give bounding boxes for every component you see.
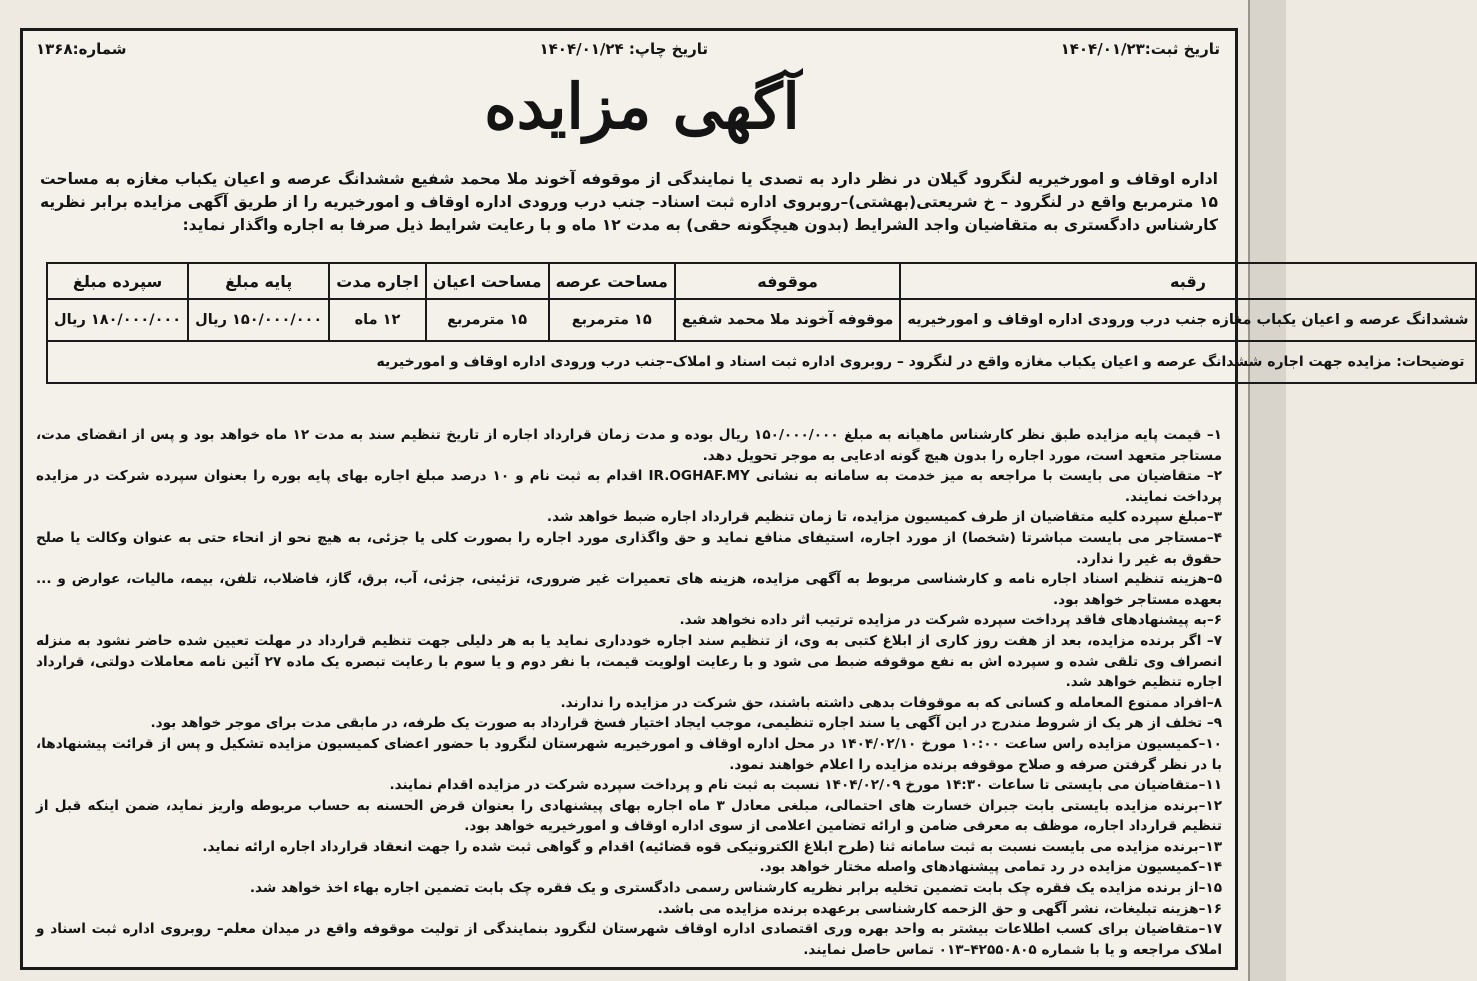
term-item: ۱۱–متقاضیان می بایستی تا ساعات ۱۴:۳۰ مورخ ۱۴۰۴/۰۲/۰۹ نسبت به ثبت نام و پرداخت سپرده شرکت در مزایده اقدام نمایند. bbox=[389, 777, 1222, 794]
notice-header bbox=[30, 38, 1228, 64]
term-item: ۱۴–کمیسیون مزایده در رد تمامی پیشنهادهای واصله مختار خواهد بود. bbox=[759, 859, 1222, 876]
print-date: تاریخ چاپ: ۱۴۰۴/۰۱/۲۴ bbox=[539, 40, 708, 58]
cell-endowment: موقوفه آخوند ملا محمد شفیع bbox=[675, 299, 901, 341]
header-endowment: موقوفه bbox=[675, 263, 901, 299]
term-item: ۱۷–متقاضیان برای کسب اطلاعات بیشتر به واحد بهره وری اقتصادی اداره اوقاف شهرستان لنگرود بنمایندگی از تولیت موقوفه واقع در میدان معلم– روبروی اداره ثبت اسناد و املاک مراجعه و یا با شماره ۴۲۵۵۰۸۰۵–۰۱۳ تماس حاصل نمایند. bbox=[36, 921, 1222, 958]
cell-deposit: ۱۸۰/۰۰۰/۰۰۰ ریال bbox=[47, 299, 188, 341]
term-item: ۱۳–برنده مزایده می بایست نسبت به ثبت سامانه ثنا (طرح ابلاغ الکترونیکی قوه قضائیه) اقدام و گواهی ثبت شده را جهت انعقاد قرارداد اجاره ارائه نماید. bbox=[202, 838, 1222, 855]
notice-number: شماره:۱۳۶۸ bbox=[36, 40, 127, 58]
term-item: ۱۰–کمیسیون مزایده راس ساعت ۱۰:۰۰ مورخ ۱۴۰۴/۰۲/۱۰ در محل اداره اوقاف و امورخیریه شهرستان لنگرود با حضور اعضای کمیسیون مزایده تشکیل و پس از قرائت پیشنهادها، با در نظر گرفتن صرفه و صلاح موقوفه برنده مزایده را اعلام خواهند نمود. bbox=[36, 735, 1222, 773]
header-building-area: مساحت اعیان bbox=[426, 263, 549, 299]
table-header-row bbox=[47, 263, 1476, 299]
header-land-area: مساحت عرصه bbox=[549, 263, 675, 299]
table-note: توضیحات: مزایده جهت اجاره ششدانگ عرصه و اعیان یکباب مغازه واقع در لنگرود – روبروی اداره ثبت اسناد و املاک–جنب درب ورودی اداره اوقاف و امورخیریه bbox=[47, 341, 1476, 383]
table-note-row bbox=[47, 341, 1476, 383]
cell-base-price: ۱۵۰/۰۰۰/۰۰۰ ریال bbox=[188, 299, 329, 341]
term-item: ۱۶–هزینه تبلیغات، نشر آگهی و حق الزحمه کارشناسی برعهده برنده مزایده می باشد. bbox=[657, 900, 1222, 917]
term-item: ۱۵–از برنده مزایده یک فقره چک بابت تضمین تخلیه برابر نظریه کارشناس رسمی دادگستری و یک فقره چک بابت تضمین اجاره بهاء اخذ خواهد شد. bbox=[249, 880, 1222, 897]
header-base-price: پایه مبلغ bbox=[188, 263, 329, 299]
adjacent-column-edge bbox=[1248, 0, 1286, 981]
intro-paragraph: اداره اوقاف و امورخیریه لنگرود گیلان در نظر دارد به تصدی یا نمایندگی از موقوفه آخوند ملا محمد شفیع ششدانگ عرصه و اعیان یکباب مغازه به مساحت ۱۵ مترمربع واقع در لنگرود – خ شریعتی(بهشتی)–روبروی اداره ثبت اسناد– جنب درب ورودی اداره اوقاف و امورخیریه را از طریق آگهی مزایده برابر نظریه کارشناس دادگستری به متقاضیان واجد الشرایط (بدون هیچگونه حقی) به مدت ۱۲ ماه و با رعایت شرایط ذیل صرفا به اجاره واگذار نماید: bbox=[40, 170, 1218, 234]
header-lease-term: اجاره مدت bbox=[329, 263, 425, 299]
term-item: ۶–به پیشنهادهای فاقد پرداخت سپرده شرکت در مزایده ترتیب اثر داده نخواهد شد. bbox=[679, 612, 1222, 629]
registration-date: تاریخ ثبت:۱۴۰۴/۰۱/۲۳ bbox=[1060, 40, 1220, 58]
cell-building-area: ۱۵ مترمربع bbox=[426, 299, 549, 341]
notice-title: آگهی مزایده bbox=[484, 70, 800, 143]
header-deposit: سپرده مبلغ bbox=[47, 263, 188, 299]
auction-table bbox=[46, 262, 1477, 384]
cell-lease-term: ۱۲ ماه bbox=[329, 299, 425, 341]
term-item: ۲– متقاضیان می بایست با مراجعه به میز خدمت به سامانه به نشانی IR.OGHAF.MY اقدام به ثبت نام و ۱۰ درصد مبلغ اجاره بهای پایه بوره را بعنوان سپرده شرکت در مزایده پرداخت نمایند. bbox=[36, 468, 1222, 505]
term-item: ۷– اگر برنده مزایده، بعد از هفت روز کاری از ابلاغ کتبی به وی، از تنظیم سند اجاره خودداری نماید یا به هر دلیلی جهت تنظیم قرارداد در مهلت تعیین شده حاضر نشود به منزله انصراف وی تلقی شده و سپرده اش به نفع موقوفه ضبط می شود و با رعایت اولویت قیمت، با نفر دوم و یا سوم با رعایت تبصره یک ماده ۲۷ آئین نامه معاملات دولتی، قرارداد اجاره تنظیم خواهد شد. bbox=[36, 632, 1222, 691]
term-item: ۴–مستاجر می بایست مباشرتا (شخصا) از مورد اجاره، استیفای منافع نماید و حق واگذاری مورد اجاره را بصورت کلی یا جزئی، به هیچ نحو از انحاء حتی به عنوان وکالت یا صلح حقوق به غیر را ندارد. bbox=[36, 529, 1222, 567]
term-item: ۱– قیمت پایه مزایده طبق نظر کارشناس ماهیانه به مبلغ ۱۵۰/۰۰۰/۰۰۰ ریال بوده و مدت زمان قرارداد اجاره از تاریخ تنظیم سند به مدت ۱۲ ماه خواهد بود و پس از انقضای مدت، مستاجر متعهد است، مورد اجاره را بدون هیچ گونه ادعایی به موجر تحویل دهد. bbox=[36, 427, 1222, 464]
term-item: ۵–هزینه تنظیم اسناد اجاره نامه و کارشناسی مربوط به آگهی مزایده، هزینه های تعمیرات غیر ضروری، تزئینی، جزئی، آب، برق، گاز، فاضلاب، تلفن، بیمه، مالیات، عوارض و ... بعهده مستاجر خواهد بود. bbox=[36, 571, 1222, 608]
cell-property: ششدانگ عرصه و اعیان یکباب مغازه جنب درب ورودی اداره اوقاف و امورخیریه bbox=[900, 299, 1475, 341]
term-item: ۱۲–برنده مزایده بایستی بابت جبران خسارت های احتمالی، مبلغی معادل ۳ ماه اجاره بهای پیشنهادی را بعنوان قرض الحسنه به حساب مربوطه واریز نماید، ضمن اینکه قبل از تنظیم قرارداد اجاره، موظف به معرفی ضامن و ارائه تضامین اعلامی از سوی اداره اوقاف و امورخیریه خواهد بود. bbox=[36, 797, 1222, 835]
term-item: ۸–افراد ممنوع المعامله و کسانی که به موقوفات بدهی داشته باشند، حق شرکت در مزایده را ندارند. bbox=[560, 694, 1222, 711]
table-row bbox=[47, 299, 1476, 341]
cell-land-area: ۱۵ مترمربع bbox=[549, 299, 675, 341]
terms-list bbox=[36, 425, 1222, 960]
term-item: ۹– تخلف از هر یک از شروط مندرج در این آگهی یا سند اجاره تنظیمی، موجب ایجاد اختیار فسخ قرارداد به صورت یک طرفه، در مابقی مدت برای موجر خواهد بود. bbox=[150, 715, 1222, 732]
header-property: رقبه bbox=[900, 263, 1475, 299]
term-item: ۳–مبلغ سپرده کلیه متقاضیان از طرف کمیسیون مزایده، تا زمان تنظیم قرارداد اجاره ضبط خواهد شد. bbox=[546, 509, 1222, 526]
